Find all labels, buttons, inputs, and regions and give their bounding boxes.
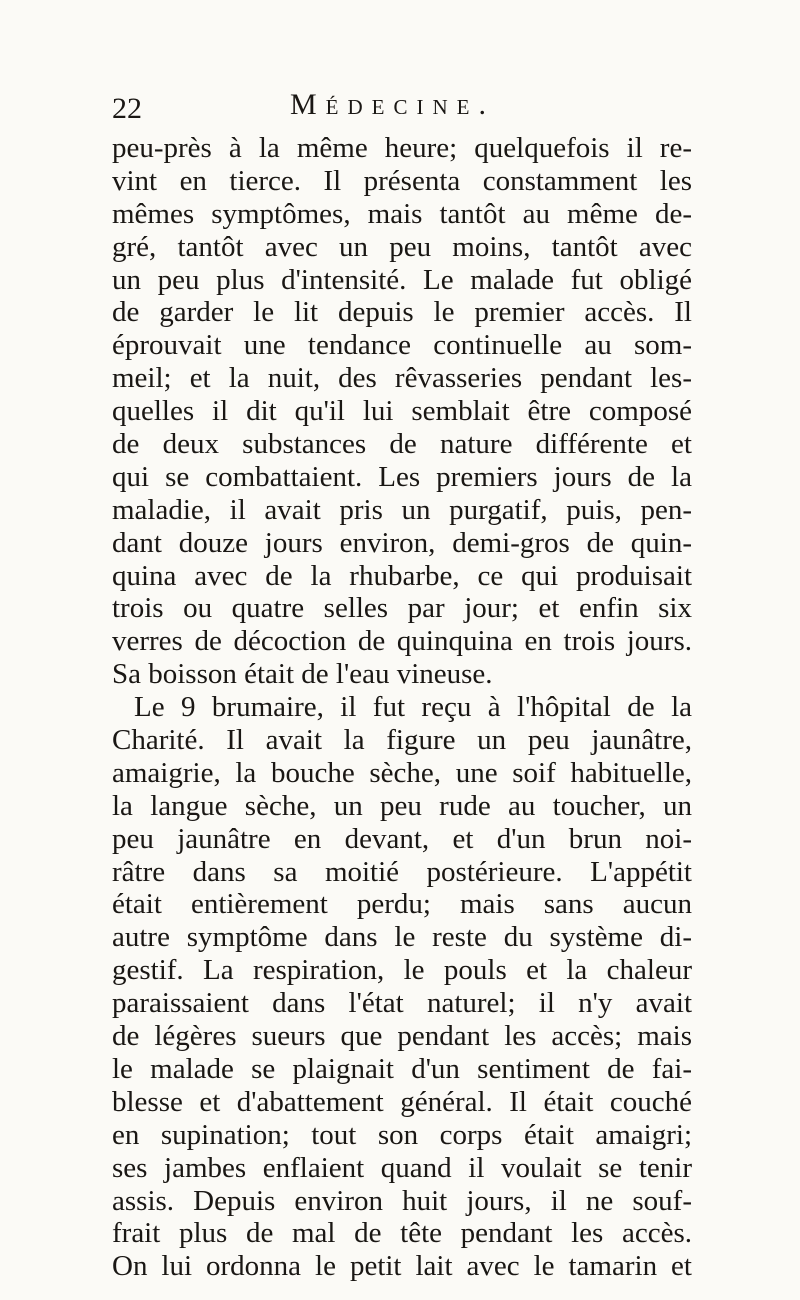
text-line: peu jaunâtre en devant, et d'un brun noi- xyxy=(112,822,692,855)
text-line: de garder le lit depuis le premier accès. Il xyxy=(112,296,692,329)
text-line: la langue sèche, un peu rude au toucher, un xyxy=(112,789,692,822)
body-text xyxy=(112,132,692,1283)
text-line: dant douze jours environ, demi-gros de quin- xyxy=(112,526,692,559)
text-line: mêmes symptômes, mais tantôt au même de- xyxy=(112,197,692,230)
text-line: quelles il dit qu'il lui semblait être composé xyxy=(112,395,692,428)
text-line: râtre dans sa moitié postérieure. L'appétit xyxy=(112,855,692,888)
text-line: verres de décoction de quinquina en trois jours. xyxy=(112,625,692,658)
text-line: assis. Depuis environ huit jours, il ne souf- xyxy=(112,1184,692,1217)
page-number: 22 xyxy=(112,92,142,125)
text-line: blesse et d'abattement général. Il était couché xyxy=(112,1085,692,1118)
text-line: Charité. Il avait la figure un peu jaunâtre, xyxy=(112,724,692,757)
text-line: ses jambes enflaient quand il voulait se tenir xyxy=(112,1151,692,1184)
text-line: vint en tierce. Il présenta constamment les xyxy=(112,164,692,197)
text-line: de deux substances de nature différente et xyxy=(112,428,692,461)
text-line: qui se combattaient. Les premiers jours de la xyxy=(112,460,692,493)
text-line: le malade se plaignait d'un sentiment de fai- xyxy=(112,1052,692,1085)
text-line: maladie, il avait pris un purgatif, puis, pen- xyxy=(112,493,692,526)
running-title: Médecine. xyxy=(290,88,495,121)
text-line: un peu plus d'intensité. Le malade fut obligé xyxy=(112,263,692,296)
text-line: frait plus de mal de tête pendant les accès. xyxy=(112,1217,692,1250)
text-line: gré, tantôt avec un peu moins, tantôt avec xyxy=(112,230,692,263)
text-line: peu-près à la même heure; quelquefois il re- xyxy=(112,132,692,164)
text-line: quina avec de la rhubarbe, ce qui produisait xyxy=(112,559,692,592)
text-line: On lui ordonna le petit lait avec le tamarin et xyxy=(112,1250,692,1283)
text-line: meil; et la nuit, des rêvasseries pendant les- xyxy=(112,362,692,395)
text-line: trois ou quatre selles par jour; et enfin six xyxy=(112,592,692,625)
text-line: autre symptôme dans le reste du système di- xyxy=(112,921,692,954)
page-header xyxy=(112,88,692,128)
text-line: éprouvait une tendance continuelle au som- xyxy=(112,329,692,362)
text-line: paraissaient dans l'état naturel; il n'y avait xyxy=(112,987,692,1020)
text-line: amaigrie, la bouche sèche, une soif habituelle, xyxy=(112,756,692,789)
text-line: de légères sueurs que pendant les accès; mais xyxy=(112,1020,692,1053)
text-line: était entièrement perdu; mais sans aucun xyxy=(112,888,692,921)
paragraph-end-line: Sa boisson était de l'eau vineuse. xyxy=(112,658,493,691)
paragraph-start-line: Le 9 brumaire, il fut reçu à l'hôpital de la xyxy=(134,691,692,724)
text-line: en supination; tout son corps était amaigri; xyxy=(112,1118,692,1151)
text-line: gestif. La respiration, le pouls et la chaleur xyxy=(112,954,692,987)
